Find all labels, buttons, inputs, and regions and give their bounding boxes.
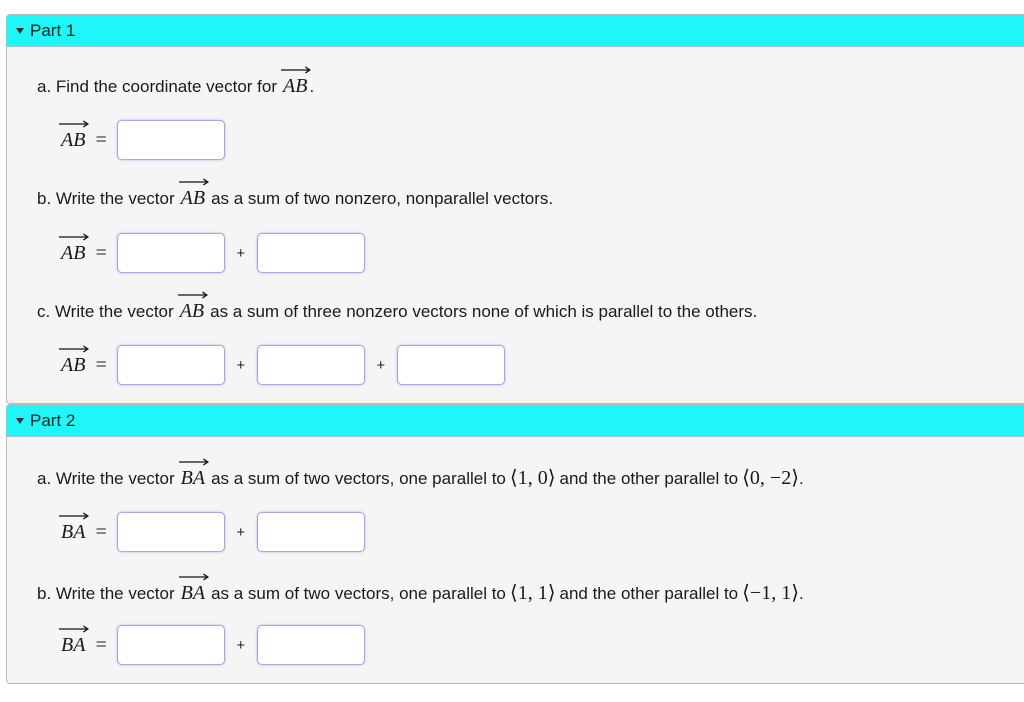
parallel-vector-1: ⟨1, 0⟩ <box>509 467 556 489</box>
question-2b-and: and the other parallel to <box>559 584 739 603</box>
parallel-vector-2: ⟨−1, 1⟩ <box>742 582 800 604</box>
vector-arrow-icon <box>59 233 89 241</box>
question-1a <box>37 75 314 98</box>
parallel-vector-2: ⟨0, −2⟩ <box>742 467 800 489</box>
question-1a-text: a. Find the coordinate vector for <box>37 77 278 96</box>
plus-sign: + <box>236 523 246 541</box>
question-2a-and: and the other parallel to <box>559 469 739 488</box>
vector-arrow-icon <box>281 66 311 74</box>
answer-input-2a-1[interactable] <box>117 512 225 552</box>
part-1-title: Part 1 <box>30 20 76 40</box>
answer-input-1c-2[interactable] <box>257 345 365 385</box>
answer-row-1b <box>59 233 365 273</box>
plus-sign: + <box>236 356 246 374</box>
equals-sign: = <box>95 520 107 543</box>
part-2-panel <box>6 404 1024 684</box>
plus-sign: + <box>236 244 246 262</box>
caret-down-icon[interactable] <box>16 418 24 424</box>
answer-row-1a <box>59 120 225 160</box>
vector-ab: AB <box>178 300 206 323</box>
question-2a <box>37 465 804 490</box>
vector-arrow-icon <box>59 345 89 353</box>
vector-arrow-icon <box>179 178 209 186</box>
equals-sign: = <box>95 633 107 656</box>
question-1c <box>37 300 757 323</box>
question-1b <box>37 187 553 210</box>
answer-label-ab: AB <box>59 242 87 265</box>
answer-input-2b-2[interactable] <box>257 625 365 665</box>
vector-ab: AB <box>179 187 207 210</box>
vector-arrow-icon <box>179 458 209 466</box>
equals-sign: = <box>95 128 107 151</box>
question-2a-middle: as a sum of two vectors, one parallel to <box>211 469 506 488</box>
answer-label-ab: AB <box>59 129 87 152</box>
plus-sign: + <box>236 636 246 654</box>
question-2a-prefix: a. Write the vector <box>37 469 175 488</box>
parallel-vector-1: ⟨1, 1⟩ <box>509 582 556 604</box>
question-1c-prefix: c. Write the vector <box>37 302 174 321</box>
answer-input-1c-1[interactable] <box>117 345 225 385</box>
question-2a-suffix: . <box>799 469 804 488</box>
plus-sign: + <box>376 356 386 374</box>
question-1b-suffix: as a sum of two nonzero, nonparallel vectors. <box>211 189 554 208</box>
part-2-header[interactable] <box>7 405 1024 437</box>
question-2b-prefix: b. Write the vector <box>37 584 175 603</box>
caret-down-icon[interactable] <box>16 28 24 34</box>
vector-arrow-icon <box>59 512 89 520</box>
vector-ba: BA <box>179 582 207 605</box>
answer-input-2a-2[interactable] <box>257 512 365 552</box>
question-2b-suffix: . <box>799 584 804 603</box>
vector-ba: BA <box>179 467 207 490</box>
question-2b <box>37 580 804 605</box>
question-1c-suffix: as a sum of three nonzero vectors none of which is parallel to the others. <box>210 302 758 321</box>
answer-input-1c-3[interactable] <box>397 345 505 385</box>
part-1-header[interactable] <box>7 15 1024 47</box>
answer-label-ba: BA <box>59 521 87 544</box>
vector-ab: AB <box>281 75 309 98</box>
equals-sign: = <box>95 353 107 376</box>
part-2-title: Part 2 <box>30 410 76 430</box>
question-1b-prefix: b. Write the vector <box>37 189 175 208</box>
answer-row-2b <box>59 625 365 665</box>
vector-arrow-icon <box>59 625 89 633</box>
answer-label-ba: BA <box>59 634 87 657</box>
vector-arrow-icon <box>179 573 209 581</box>
answer-row-1c <box>59 345 505 385</box>
answer-input-1b-1[interactable] <box>117 233 225 273</box>
answer-input-2b-1[interactable] <box>117 625 225 665</box>
vector-arrow-icon <box>59 120 89 128</box>
answer-row-2a <box>59 512 365 552</box>
answer-label-ab: AB <box>59 354 87 377</box>
question-2b-middle: as a sum of two vectors, one parallel to <box>211 584 506 603</box>
equals-sign: = <box>95 241 107 264</box>
answer-input-1a[interactable] <box>117 120 225 160</box>
vector-arrow-icon <box>178 291 208 299</box>
answer-input-1b-2[interactable] <box>257 233 365 273</box>
question-1a-suffix: . <box>309 77 315 96</box>
part-1-panel <box>6 14 1024 404</box>
